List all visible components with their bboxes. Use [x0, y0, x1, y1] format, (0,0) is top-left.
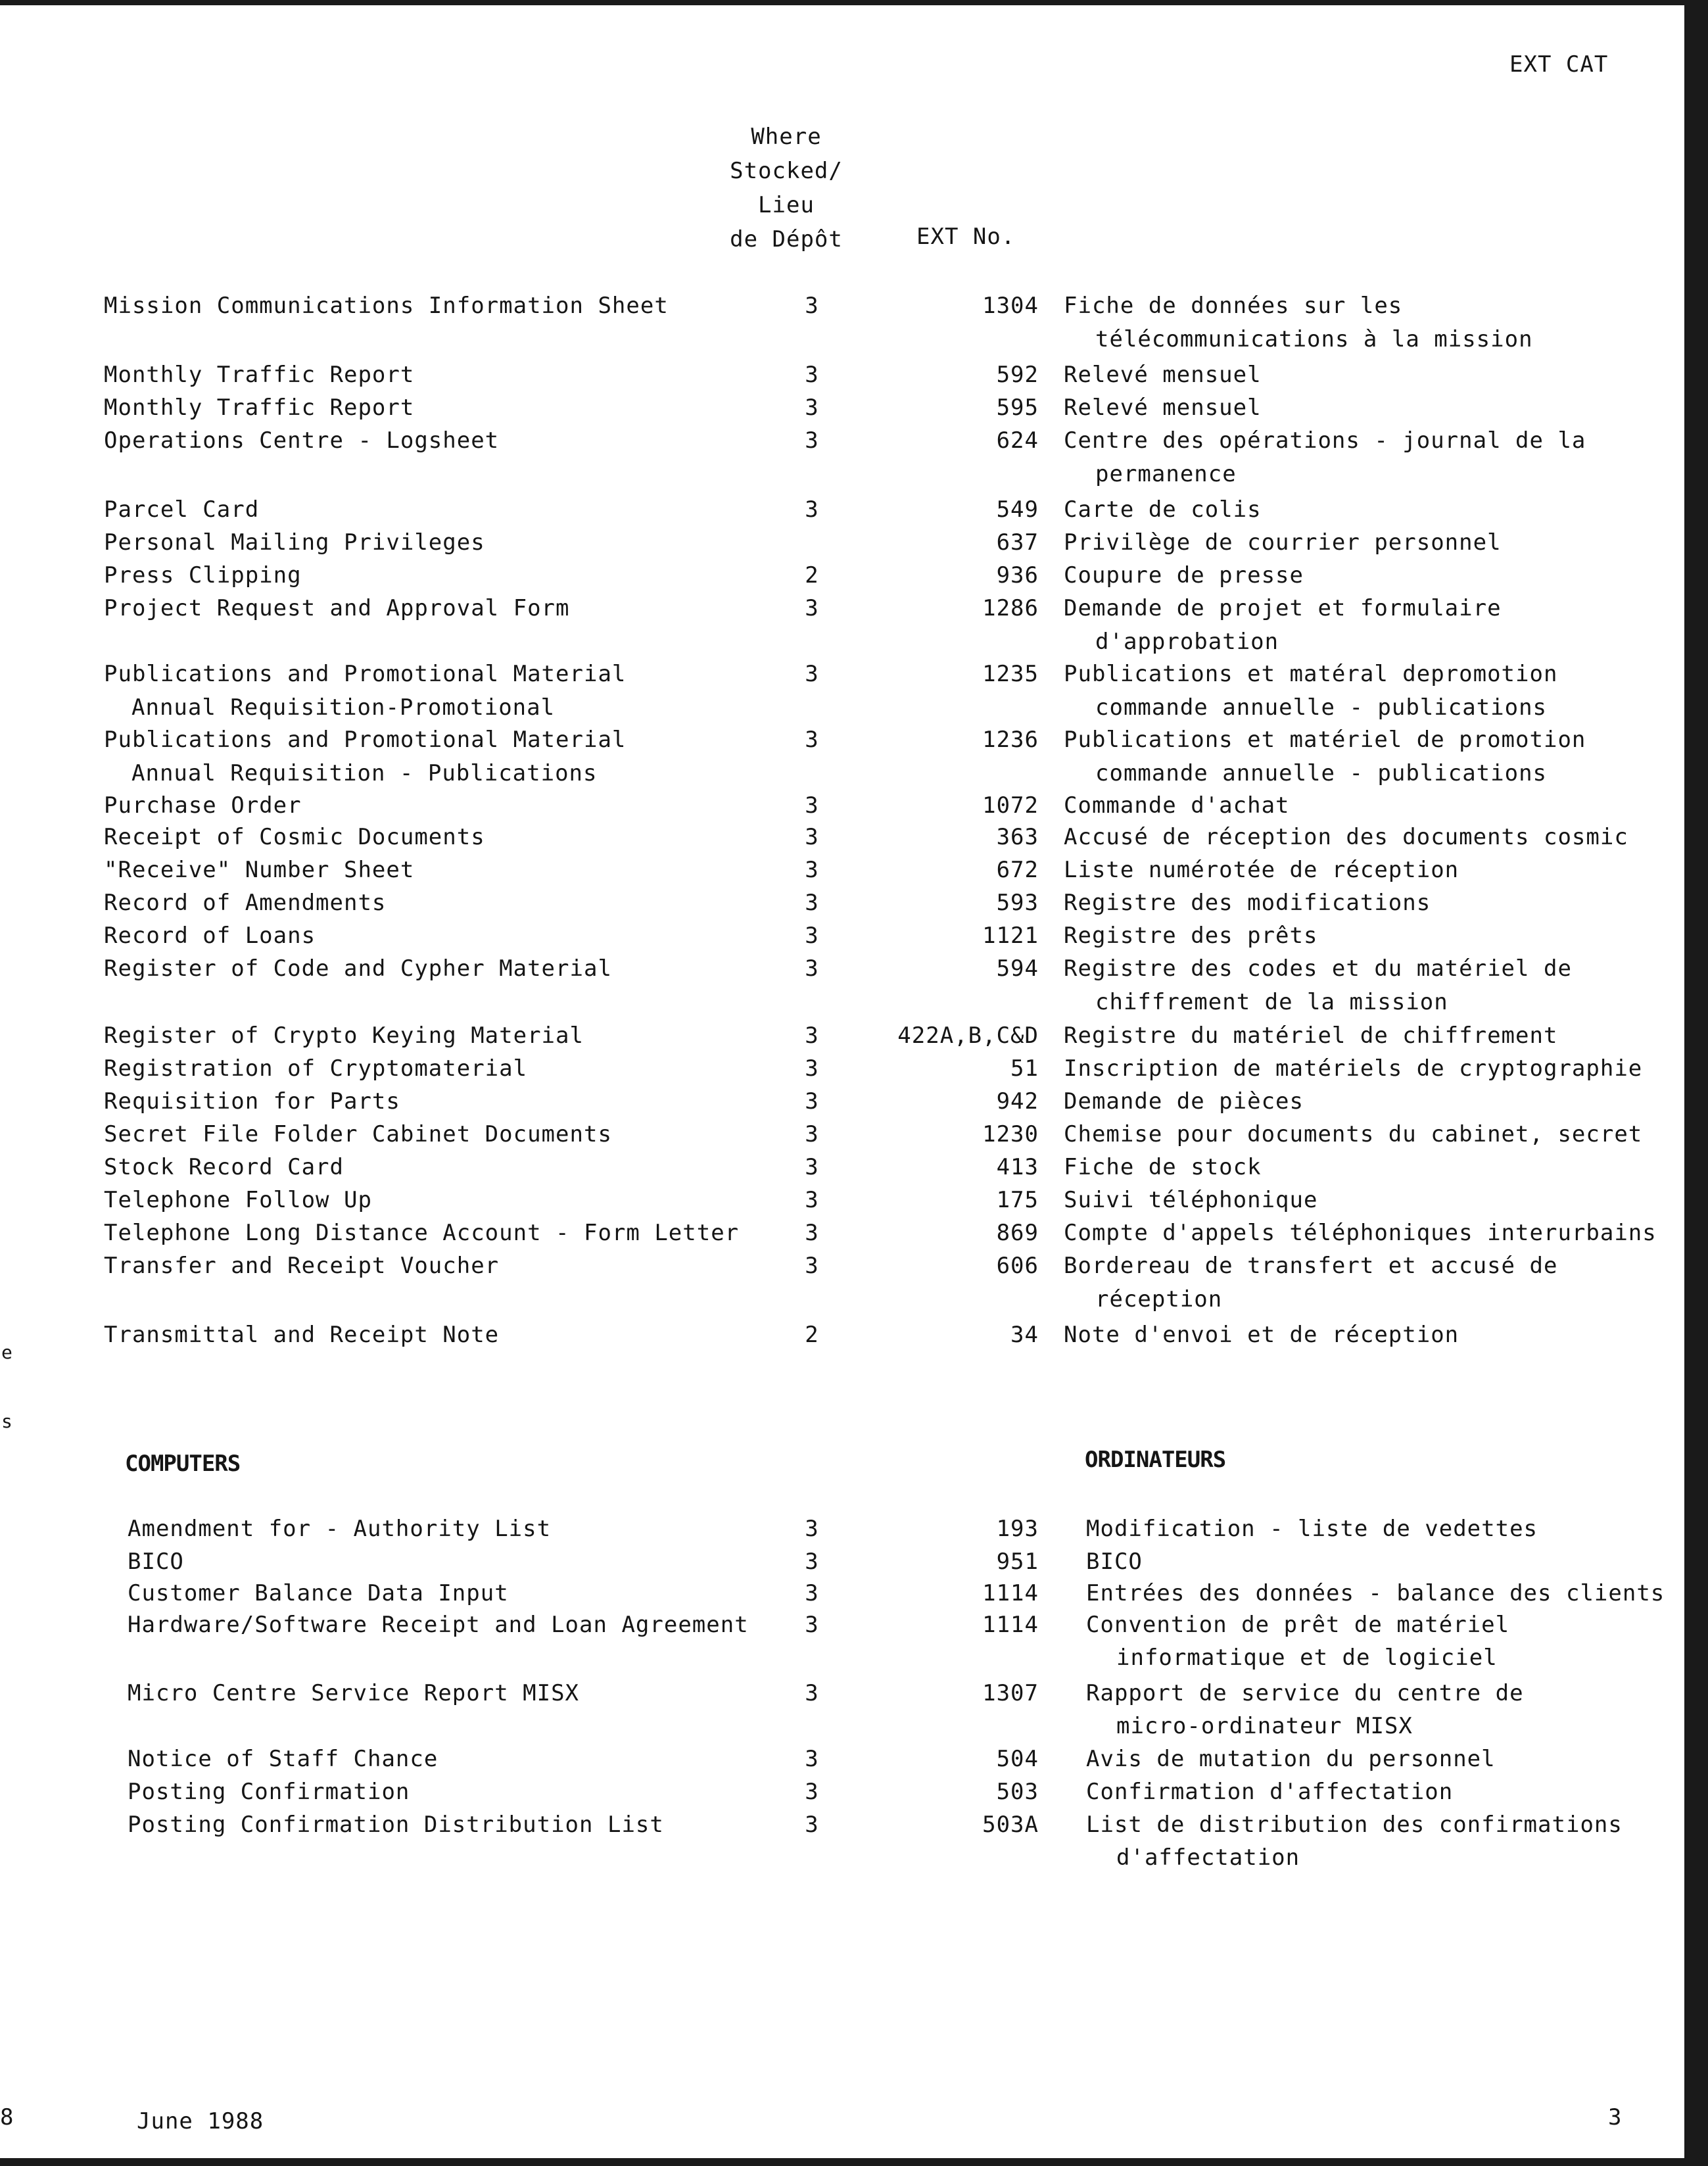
- title-fr-line: Avis de mutation du personnel: [1086, 1746, 1496, 1772]
- ext-number: 175: [996, 1187, 1039, 1213]
- margin-mark: e: [1, 1341, 13, 1363]
- location-code: 3: [805, 824, 819, 850]
- title-en-line: Operations Centre - Logsheet: [104, 427, 500, 454]
- title-en-line: Stock Record Card: [104, 1154, 344, 1180]
- title-en-line: Record of Loans: [104, 923, 316, 949]
- title-fr-line: Modification - liste de vedettes: [1086, 1516, 1538, 1542]
- ext-number: 951: [996, 1549, 1039, 1575]
- ext-number: 193: [996, 1516, 1039, 1542]
- form-title-en: [104, 952, 612, 986]
- table-row: [0, 723, 1708, 789]
- location-code: 3: [805, 661, 819, 687]
- title-fr-line: Inscription de matériels de cryptographie: [1064, 1055, 1643, 1082]
- title-fr-line: Registre des codes et du matériel de: [1064, 955, 1572, 982]
- form-title-fr: [1064, 1318, 1459, 1352]
- form-title-en: [104, 1318, 499, 1352]
- form-title-en: [104, 358, 414, 392]
- location-code: 3: [805, 427, 819, 454]
- location-code: 3: [805, 1187, 819, 1213]
- location-code: 3: [805, 1580, 819, 1606]
- title-en-line: Telephone Follow Up: [104, 1187, 372, 1213]
- title-fr-line: permanence: [1095, 461, 1237, 487]
- title-en-line: Press Clipping: [104, 562, 302, 589]
- top-scan-edge: [0, 0, 1708, 5]
- ordinateurs-heading: ORDINATEURS: [1085, 1447, 1226, 1473]
- title-fr-line: Liste numérotée de réception: [1064, 857, 1459, 883]
- form-title-fr: [1086, 1775, 1453, 1808]
- form-title-fr: [1086, 1808, 1623, 1874]
- form-title-fr: [1064, 526, 1502, 560]
- title-fr-line: Privilège de courrier personnel: [1064, 529, 1502, 556]
- table-row: [0, 592, 1708, 658]
- form-title-fr: [1064, 289, 1533, 356]
- location-code: 3: [805, 1680, 819, 1706]
- location-code: 2: [805, 562, 819, 589]
- title-fr-line: Publications et matériel de promotion: [1064, 727, 1586, 753]
- title-fr-line: réception: [1095, 1286, 1223, 1312]
- title-en-line: Hardware/Software Receipt and Loan Agreement: [128, 1612, 749, 1638]
- form-title-en: [104, 592, 570, 625]
- title-en-line: Transmittal and Receipt Note: [104, 1322, 500, 1348]
- form-title-fr: [1064, 493, 1262, 527]
- title-fr-line: Suivi téléphonique: [1064, 1187, 1318, 1213]
- table-row: [0, 1808, 1708, 1874]
- title-fr-line: Chemise pour documents du cabinet, secret: [1064, 1121, 1643, 1147]
- title-fr-line: Fiche de données sur les: [1064, 293, 1403, 319]
- title-en-line: Record of Amendments: [104, 890, 387, 916]
- ext-number: 1114: [982, 1612, 1039, 1638]
- title-fr-line: Relevé mensuel: [1064, 395, 1262, 421]
- location-code: 3: [805, 1220, 819, 1246]
- form-title-en: [104, 1118, 612, 1151]
- location-code: 3: [805, 1154, 819, 1180]
- bottom-scan-edge: [0, 2158, 1708, 2166]
- form-title-fr: [1086, 1743, 1496, 1775]
- footer-date: June 1988: [137, 2108, 264, 2134]
- title-fr-line: Centre des opérations - journal de la: [1064, 427, 1586, 454]
- form-title-en: [104, 391, 414, 425]
- title-en-line: Purchase Order: [104, 792, 302, 819]
- form-title-fr: [1064, 1184, 1317, 1217]
- form-title-en: [104, 1019, 584, 1053]
- title-fr-line: micro-ordinateur MISX: [1116, 1713, 1413, 1739]
- ext-number: 592: [996, 362, 1039, 388]
- form-title-en: [104, 493, 259, 527]
- title-en-line: Micro Centre Service Report MISX: [128, 1680, 580, 1706]
- title-fr-line: Registre du matériel de chiffrement: [1064, 1023, 1558, 1049]
- form-title-fr: [1064, 391, 1262, 425]
- form-title-en: [128, 1677, 579, 1710]
- title-fr-line: Demande de pièces: [1064, 1088, 1304, 1115]
- location-code: 3: [805, 1121, 819, 1147]
- ext-number: 606: [996, 1253, 1039, 1279]
- title-fr-line: d'affectation: [1116, 1844, 1300, 1871]
- ext-number: 1114: [982, 1580, 1039, 1606]
- form-title-en: [104, 854, 414, 887]
- form-title-fr: [1086, 1512, 1538, 1545]
- title-fr-line: Note d'envoi et de réception: [1064, 1322, 1459, 1348]
- title-fr-line: Entrées des données - balance des clients: [1086, 1580, 1665, 1606]
- form-title-en: [104, 1085, 400, 1119]
- title-en-line: Annual Requisition - Publications: [131, 760, 598, 786]
- form-title-en: [104, 1052, 527, 1086]
- title-en-line: Publications and Promotional Material: [104, 727, 627, 753]
- title-en-line: Personal Mailing Privileges: [104, 529, 485, 556]
- ext-cat-label: EXT CAT: [1509, 51, 1609, 78]
- title-fr-line: d'approbation: [1095, 629, 1279, 655]
- form-title-en: [104, 1151, 344, 1184]
- form-title-fr: [1086, 1677, 1524, 1743]
- table-row: [0, 1318, 1708, 1384]
- ext-number: 869: [996, 1220, 1039, 1246]
- ext-number: 422A,B,C&D: [897, 1023, 1039, 1049]
- form-title-fr: [1064, 1249, 1557, 1316]
- form-title-en: [128, 1577, 509, 1610]
- location-code: 3: [805, 1023, 819, 1049]
- ext-number: 363: [996, 824, 1039, 850]
- form-title-fr: [1086, 1608, 1509, 1674]
- title-fr-line: Fiche de stock: [1064, 1154, 1262, 1180]
- ext-number: 504: [996, 1746, 1039, 1772]
- ext-number: 549: [996, 496, 1039, 523]
- title-fr-line: BICO: [1086, 1549, 1143, 1575]
- title-en-line: Notice of Staff Chance: [128, 1746, 439, 1772]
- title-fr-line: Compte d'appels téléphoniques interurbains: [1064, 1220, 1657, 1246]
- form-title-fr: [1086, 1545, 1143, 1578]
- ext-number: 624: [996, 427, 1039, 454]
- table-row: [0, 1249, 1708, 1315]
- form-title-fr: [1064, 1216, 1657, 1250]
- title-en-line: Posting Confirmation Distribution List: [128, 1812, 664, 1838]
- ext-number: 1235: [982, 661, 1039, 687]
- form-title-fr: [1064, 789, 1290, 823]
- location-code: 3: [805, 857, 819, 883]
- title-fr-line: Accusé de réception des documents cosmic: [1064, 824, 1628, 850]
- form-title-fr: [1064, 919, 1317, 953]
- title-en-line: BICO: [128, 1549, 184, 1575]
- title-en-line: Registration of Cryptomaterial: [104, 1055, 528, 1082]
- title-fr-line: Confirmation d'affectation: [1086, 1779, 1454, 1805]
- title-fr-line: Registre des prêts: [1064, 923, 1318, 949]
- ext-number: 503A: [982, 1812, 1039, 1838]
- form-title-fr: [1064, 358, 1262, 392]
- form-title-fr: [1064, 723, 1586, 790]
- location-code: 3: [805, 595, 819, 621]
- footer-left-number: 8: [0, 2104, 14, 2130]
- title-en-line: Register of Code and Cypher Material: [104, 955, 612, 982]
- ext-number: 637: [996, 529, 1039, 556]
- form-title-en: [104, 424, 499, 458]
- form-title-fr: [1064, 559, 1304, 592]
- form-title-en: [104, 289, 669, 323]
- title-fr-line: Convention de prêt de matériel: [1086, 1612, 1510, 1638]
- form-title-en: [128, 1743, 438, 1775]
- location-code: 3: [805, 496, 819, 523]
- form-title-en: [128, 1545, 184, 1578]
- title-fr-line: télécommunications à la mission: [1095, 326, 1533, 352]
- ext-number: 942: [996, 1088, 1039, 1115]
- title-en-line: Monthly Traffic Report: [104, 395, 415, 421]
- location-header-line: de Dépôt: [730, 226, 843, 253]
- location-code: 3: [805, 293, 819, 319]
- ext-number: 595: [996, 395, 1039, 421]
- table-row: [0, 1608, 1708, 1674]
- ext-number: 51: [1010, 1055, 1039, 1082]
- form-title-fr: [1064, 424, 1586, 491]
- form-title-fr: [1064, 1151, 1262, 1184]
- location-code: 3: [805, 1549, 819, 1575]
- form-title-fr: [1064, 886, 1431, 920]
- title-fr-line: Carte de colis: [1064, 496, 1262, 523]
- title-fr-line: List de distribution des confirmations: [1086, 1812, 1623, 1838]
- table-row: [0, 289, 1708, 355]
- title-fr-line: informatique et de logiciel: [1116, 1645, 1498, 1671]
- form-title-en: [104, 1249, 499, 1283]
- location-header-line: Where: [751, 124, 822, 150]
- form-title-en: [104, 919, 316, 953]
- title-fr-line: commande annuelle - publications: [1095, 694, 1548, 721]
- title-en-line: Project Request and Approval Form: [104, 595, 570, 621]
- form-title-en: [128, 1775, 410, 1808]
- form-title-fr: [1064, 952, 1572, 1019]
- location-code: 3: [805, 923, 819, 949]
- form-title-fr: [1064, 1085, 1304, 1119]
- ext-number: 1286: [982, 595, 1039, 621]
- title-en-line: Parcel Card: [104, 496, 260, 523]
- title-en-line: Customer Balance Data Input: [128, 1580, 509, 1606]
- ext-number: 1121: [982, 923, 1039, 949]
- title-en-line: Annual Requisition-Promotional: [131, 694, 556, 721]
- form-title-en: [104, 886, 386, 920]
- form-title-fr: [1064, 1118, 1642, 1151]
- title-en-line: Requisition for Parts: [104, 1088, 400, 1115]
- title-fr-line: chiffrement de la mission: [1095, 989, 1448, 1015]
- title-en-line: Transfer and Receipt Voucher: [104, 1253, 500, 1279]
- table-row: [0, 952, 1708, 1018]
- location-code: 2: [805, 1322, 819, 1348]
- title-fr-line: Coupure de presse: [1064, 562, 1304, 589]
- title-fr-line: Commande d'achat: [1064, 792, 1290, 819]
- title-fr-line: Registre des modifications: [1064, 890, 1431, 916]
- location-code: 3: [805, 955, 819, 982]
- title-en-line: Secret File Folder Cabinet Documents: [104, 1121, 612, 1147]
- title-en-line: Posting Confirmation: [128, 1779, 410, 1805]
- form-title-en: [128, 1608, 749, 1641]
- ext-number: 503: [996, 1779, 1039, 1805]
- table-row: [0, 424, 1708, 490]
- ext-number: 936: [996, 562, 1039, 589]
- title-fr-line: Rapport de service du centre de: [1086, 1680, 1524, 1706]
- form-title-fr: [1086, 1577, 1665, 1610]
- ext-number: 1304: [982, 293, 1039, 319]
- location-code: 3: [805, 1253, 819, 1279]
- ext-number: 672: [996, 857, 1039, 883]
- title-en-line: Amendment for - Authority List: [128, 1516, 552, 1542]
- form-title-fr: [1064, 821, 1628, 854]
- location-code: 3: [805, 1612, 819, 1638]
- location-code: 3: [805, 1088, 819, 1115]
- location-code: 3: [805, 1746, 819, 1772]
- title-fr-line: commande annuelle - publications: [1095, 760, 1548, 786]
- form-title-en: [128, 1512, 551, 1545]
- ext-number: 593: [996, 890, 1039, 916]
- form-title-en: [104, 723, 626, 790]
- title-en-line: Publications and Promotional Material: [104, 661, 627, 687]
- form-title-fr: [1064, 592, 1502, 659]
- location-code: 3: [805, 727, 819, 753]
- ext-number: 1230: [982, 1121, 1039, 1147]
- form-title-fr: [1064, 658, 1557, 725]
- ext-number: 413: [996, 1154, 1039, 1180]
- location-code: 3: [805, 792, 819, 819]
- margin-mark: s: [1, 1410, 13, 1432]
- location-code: 3: [805, 395, 819, 421]
- form-title-en: [104, 1184, 372, 1217]
- ext-number-column-header: EXT No.: [916, 224, 1016, 250]
- ext-number: 34: [1010, 1322, 1039, 1348]
- form-title-en: [104, 658, 626, 725]
- title-en-line: "Receive" Number Sheet: [104, 857, 415, 883]
- title-fr-line: Demande de projet et formulaire: [1064, 595, 1502, 621]
- form-title-fr: [1064, 1019, 1557, 1053]
- computers-heading: COMPUTERS: [125, 1451, 241, 1477]
- title-en-line: Register of Crypto Keying Material: [104, 1023, 584, 1049]
- location-header-line: Stocked/: [730, 158, 843, 184]
- title-fr-line: Bordereau de transfert et accusé de: [1064, 1253, 1558, 1279]
- page-number: 3: [1608, 2104, 1623, 2130]
- location-code: 3: [805, 890, 819, 916]
- location-code: 3: [805, 1812, 819, 1838]
- form-title-en: [128, 1808, 664, 1841]
- location-code: 3: [805, 362, 819, 388]
- title-en-line: Monthly Traffic Report: [104, 362, 415, 388]
- table-row: [0, 658, 1708, 723]
- form-title-en: [104, 559, 302, 592]
- form-title-en: [104, 526, 485, 560]
- title-en-line: Telephone Long Distance Account - Form Letter: [104, 1220, 740, 1246]
- location-code: 3: [805, 1779, 819, 1805]
- location-header-line: Lieu: [758, 192, 815, 218]
- ext-number: 1236: [982, 727, 1039, 753]
- location-column-header: [714, 120, 859, 256]
- form-title-fr: [1064, 854, 1459, 887]
- title-en-line: Receipt of Cosmic Documents: [104, 824, 485, 850]
- form-title-en: [104, 789, 302, 823]
- location-code: 3: [805, 1516, 819, 1542]
- table-row: [0, 1677, 1708, 1743]
- ext-number: 1307: [982, 1680, 1039, 1706]
- form-title-en: [104, 1216, 739, 1250]
- form-title-fr: [1064, 1052, 1642, 1086]
- title-fr-line: Relevé mensuel: [1064, 362, 1262, 388]
- location-code: 3: [805, 1055, 819, 1082]
- title-en-line: Mission Communications Information Sheet: [104, 293, 669, 319]
- ext-number: 1072: [982, 792, 1039, 819]
- form-title-en: [104, 821, 485, 854]
- title-fr-line: Publications et matéral depromotion: [1064, 661, 1558, 687]
- ext-number: 594: [996, 955, 1039, 982]
